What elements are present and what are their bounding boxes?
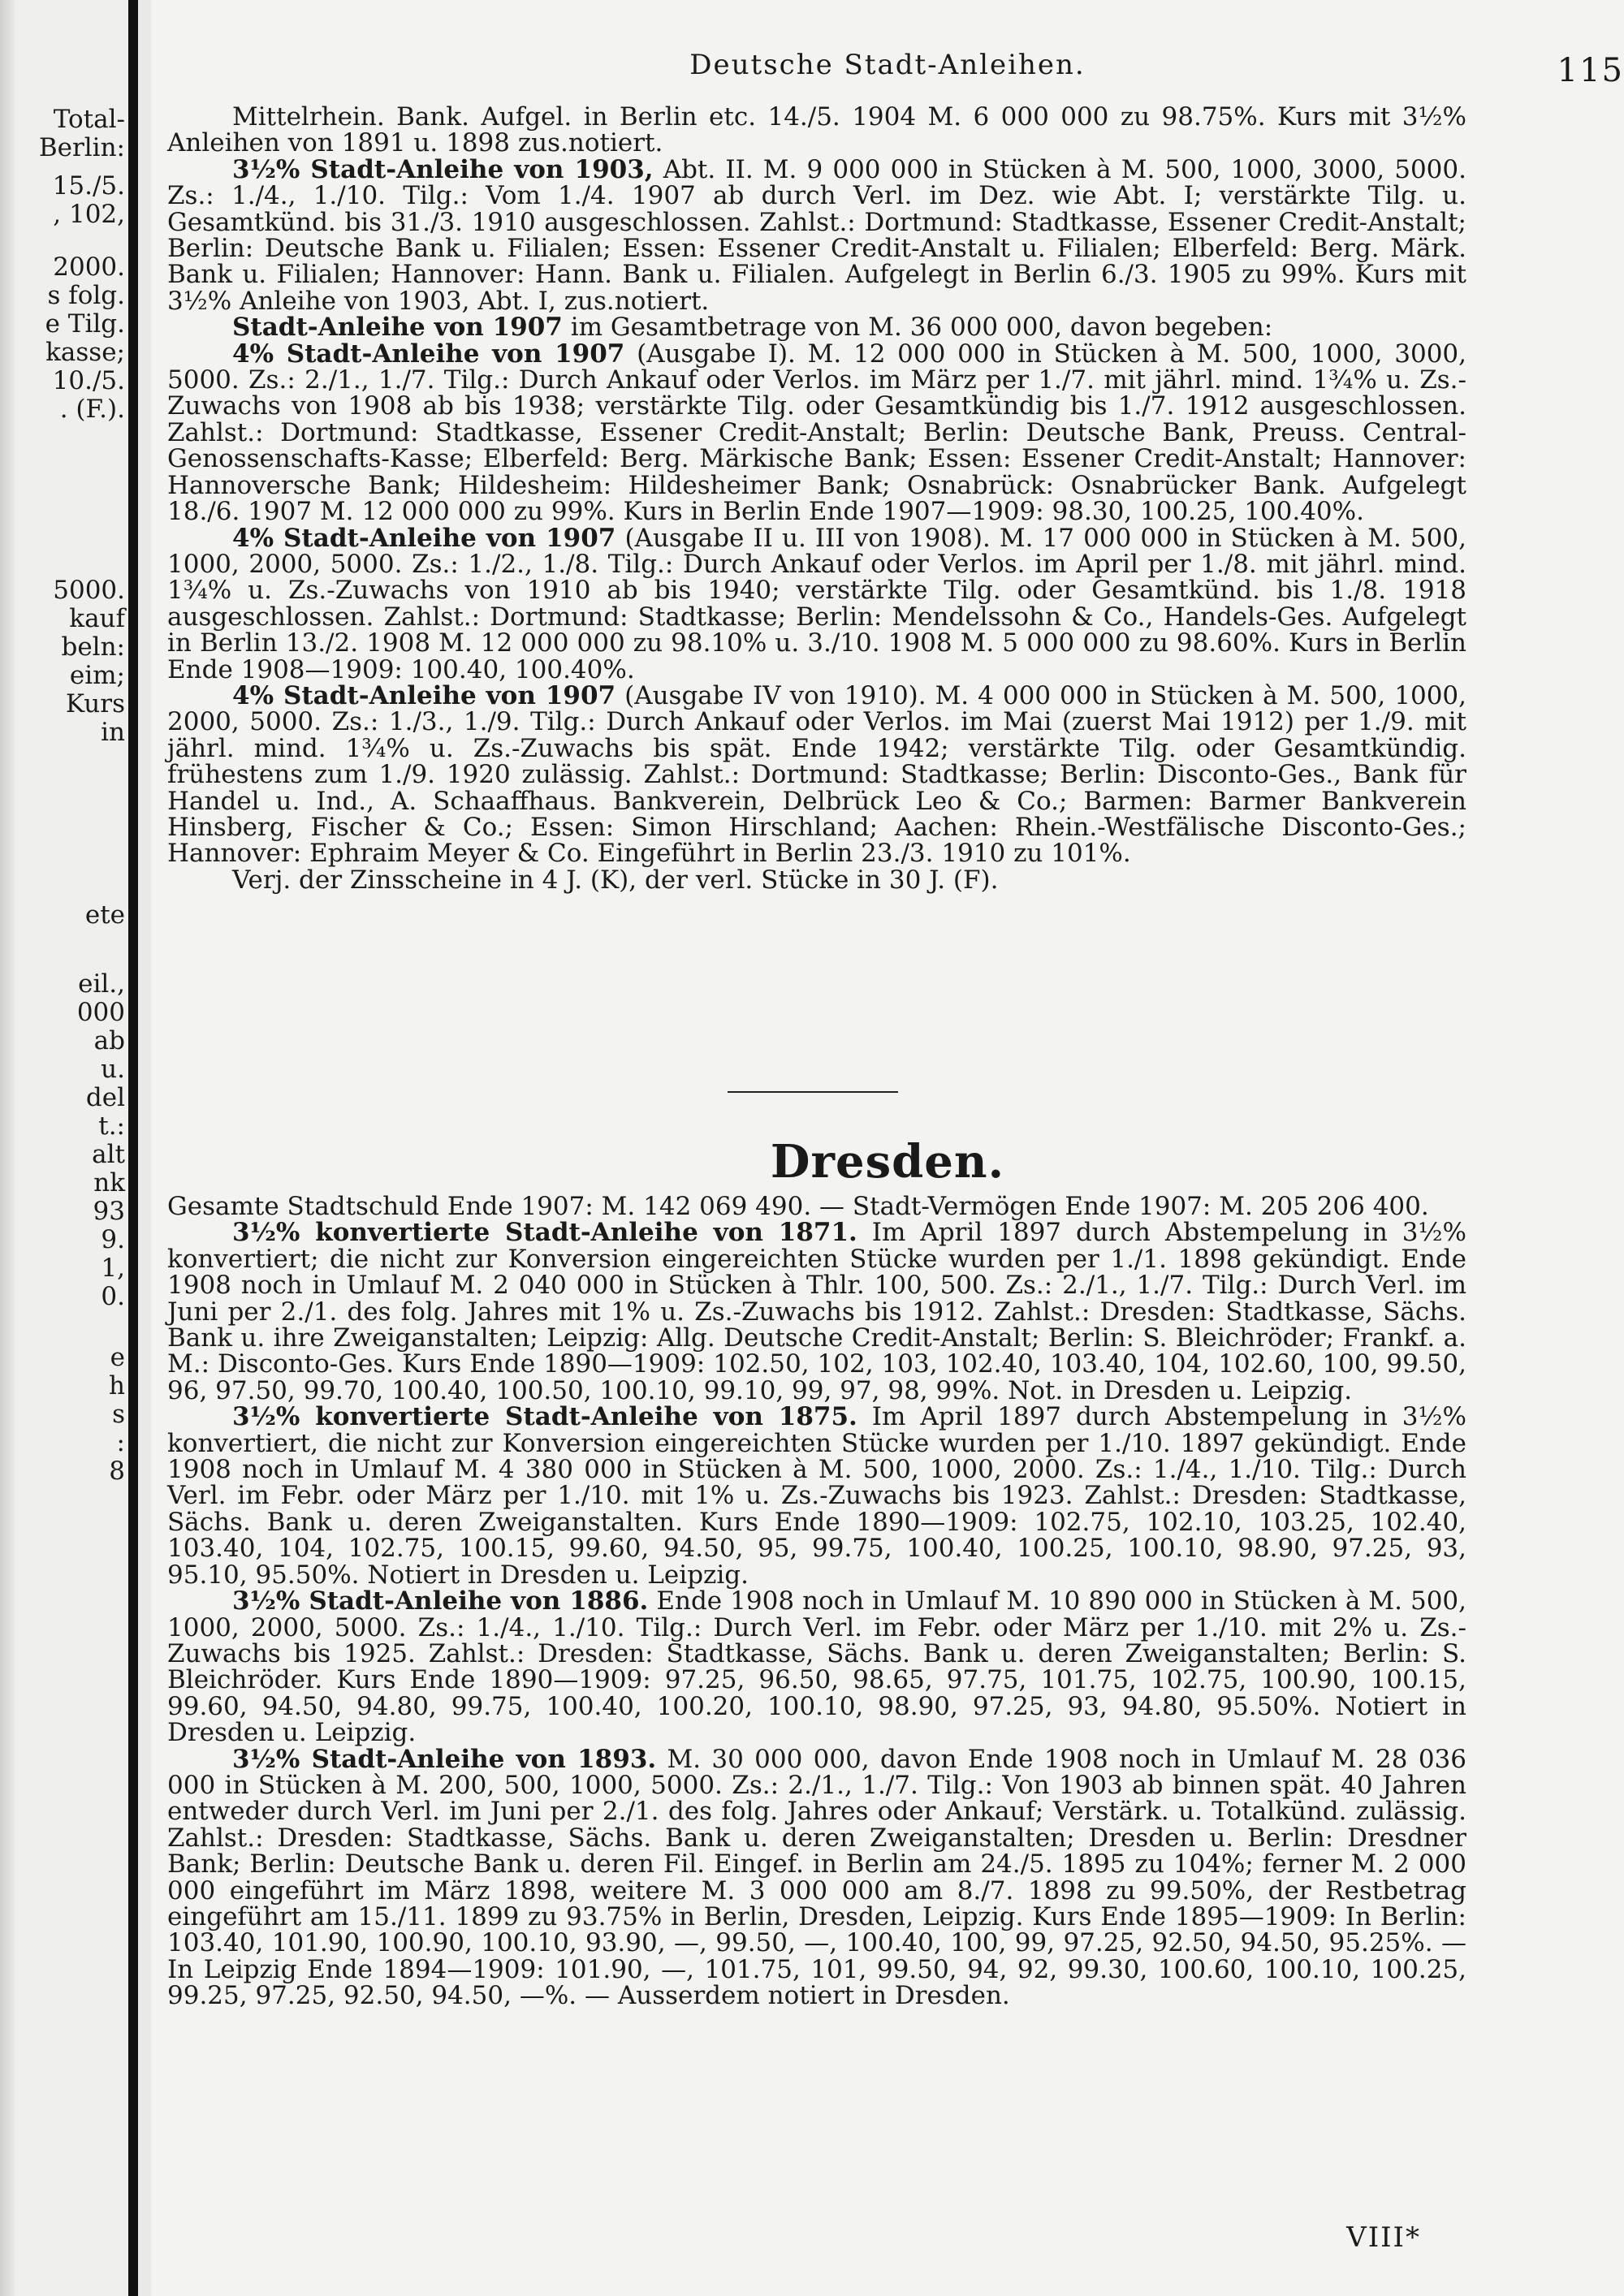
left-page-fragment: eil., <box>78 969 125 999</box>
left-page-fragment: Total- <box>53 105 125 134</box>
bond-text: Abt. II. M. 9 000 000 in Stücken à M. 500, 1000, 3000, 5000. Zs.: 1./4., 1./10. Tilg.: Vom 1./4. 1907 ab durch Verl. im Dez. wie Abt. I; verstärkte Tilg. u. Gesamtkünd. bis 31./3. 1910 ausgeschlossen. Zahlst.: Dortmund: Stadtkasse, Essener Credit-Anstalt; Berlin: Deutsche Bank u. Filialen; Essen: Essener Credit-Anstalt u. Filialen; Elberfeld: Berg. Märk. Bank u. Filialen; Hannover: Hann. Bank u. Filialen. Aufgelegt in Berlin 6./3. 1905 zu 99%. Kurs mit 3½% Anleihe von 1903, Abt. I, zus.notiert. <box>167 154 1466 316</box>
bond-text: Mittelrhein. Bank. Aufgel. in Berlin etc. 14./5. 1904 M. 6 000 000 zu 98.75%. Kurs mit 3½% Anleihen von 1891 u. 1898 zus.notiert. <box>167 102 1466 158</box>
left-page-fragment: 93 <box>93 1197 125 1226</box>
bond-text: M. 30 000 000, davon Ende 1908 noch in Umlauf M. 28 036 000 in Stücken à M. 200, 500, 1000, 5000. Zs.: 2./1., 1./7. Tilg.: Von 1903 ab binnen spät. 40 Jahren entweder durch Verl. im Juni per 2./1. des folg. Jahres oder Ankauf; Verstärk. u. Totalkünd. zulässig. Zahlst.: Dresden: Stadtkasse, Sächs. Bank u. deren Zweiganstalten; Dresden u. Berlin: Dresdner Bank; Berlin: Deutsche Bank u. deren Fil. Eingef. in Berlin am 24./5. 1895 zu 104%; ferner M. 2 000 000 eingeführt im März 1898, weitere M. 3 000 000 am 8./7. 1898 zu 99.50%, der Restbetrag eingeführt am 15./11. 1899 zu 93.75% in Berlin, Dresden, Leipzig. Kurs Ende 1895—1909: In Berlin: 103.40, 101.90, 100.90, 100.10, 93.90, —, 99.50, —, 100.40, 100, 99, 97.25, 92.50, 94.50, 95.25%. — In Leipzig Ende 1894—1909: 101.90, —, 101.75, 101, 99.50, 94, 92, 99.30, 100.60, 100.10, 100.25, 99.25, 97.25, 92.50, 94.50, —%. — Ausserdem notiert in Dresden. <box>167 1744 1466 2011</box>
bond-entry <box>167 341 1466 525</box>
bond-text: Im April 1897 durch Abstempelung in 3½% konvertiert, die nicht zur Konversion eingereichten Stücke wurden per 1./10. 1897 gekündigt. Ende 1908 noch in Umlauf M. 4 380 000 in Stücken à M. 500, 1000, 2000. Zs.: 1./4., 1./10. Tilg.: Durch Verl. im Febr. oder März per 1./10. mit 1% u. Zs.-Zuwachs bis 1923. Zahlst.: Dresden: Stadtkasse, Sächs. Bank u. deren Zweiganstalten. Kurs Ende 1890—1909: 102.75, 102.10, 103.25, 102.40, 103.40, 104, 102.75, 100.15, 99.60, 94.50, 95, 99.75, 100.40, 100.25, 100.10, 98.90, 97.25, 93, 95.10, 95.50%. Notiert in Dresden u. Leipzig. <box>167 1402 1466 1590</box>
top-section <box>167 104 1466 893</box>
bond-text: im Gesamtbetrage von M. 36 000 000, davon begeben: <box>570 313 1273 343</box>
left-page-fragment: t.: <box>98 1111 125 1141</box>
document-page <box>151 0 1624 2296</box>
facing-page-edge <box>0 0 136 2296</box>
bond-entry <box>167 867 1466 893</box>
left-page-fragment: 1, <box>101 1254 125 1283</box>
dresden-section <box>167 1193 1466 2009</box>
left-page-fragment: beln: <box>61 632 125 662</box>
bond-heading: 3½% konvertierte Stadt-Anleihe von 1875. <box>232 1402 857 1432</box>
bond-text: Verj. der Zinsscheine in 4 J. (K), der verl. Stücke in 30 J. (F). <box>232 865 999 895</box>
left-page-fragment: Kurs <box>65 689 125 719</box>
bond-text: (Ausgabe I). M. 12 000 000 in Stücken à M. 500, 1000, 3000, 5000. Zs.: 2./1., 1./7. Tilg.: Durch Ankauf oder Verlos. im März per 1./7. mit jährl. mind. 1¾% u. Zs.-Zuwachs von 1908 ab bis 1938; verstärkte Tilg. oder Gesamtkündig bis 1./7. 1912 ausgeschlossen. Zahlst.: Dortmund: Stadtkasse, Essener Credit-Anstalt; Berlin: Deutsche Bank, Preuss. Central-Genossenschafts-Kasse; Elberfeld: Berg. Märkische Bank; Essen: Essener Credit-Anstalt; Hannover: Hannoversche Bank; Hildesheim: Hildesheimer Bank; Osnabrück: Osnabrücker Bank. Aufgelegt 18./6. 1907 M. 12 000 000 zu 99%. Kurs in Berlin Ende 1907—1909: 98.30, 100.25, 100.40%. <box>167 339 1467 527</box>
bond-entry <box>167 680 1466 869</box>
left-page-fragment: 15./5. <box>52 171 125 201</box>
left-page-fragment: 0. <box>101 1282 125 1311</box>
left-page-fragment: 2000. <box>53 252 125 282</box>
bond-text: Im April 1897 durch Abstempelung in 3½% konvertiert; die nicht zur Konversion eingereichten Stücke wurden per 1./1. 1898 gekündigt. Ende 1908 noch in Umlauf M. 2 040 000 in Stücken à Thlr. 100, 500. Zs.: 2./1., 1./7. Tilg.: Durch Verl. im Juni per 2./1. des folg. Jahres mit 1% u. Zs.-Zuwachs bis 1912. Zahlst.: Dresden: Stadtkasse, Sächs. Bank u. ihre Zweiganstalten; Leipzig: Allg. Deutsche Credit-Anstalt; Berlin: S. Bleichröder; Frankf. a. M.: Disconto-Ges. Kurs Ende 1890—1909: 102.50, 102, 103, 102.40, 103.40, 104, 102.60, 100, 99.50, 96, 97.50, 99.70, 100.40, 100.50, 100.10, 99.10, 99, 97, 98, 99%. Not. in Dresden u. Leipzig. <box>167 1218 1466 1405</box>
left-page-fragment: 5000. <box>53 576 125 605</box>
bond-heading: 4% Stadt-Anleihe von 1907 <box>232 523 616 553</box>
bond-entry <box>167 1746 1466 2009</box>
page-number: 115 <box>1557 52 1624 89</box>
left-page-fragment: Berlin: <box>38 133 125 162</box>
left-page-fragment: in <box>101 718 125 747</box>
bond-entry <box>167 104 1466 157</box>
left-page-fragment: u. <box>101 1055 125 1084</box>
bond-heading: 3½% Stadt-Anleihe von 1886. <box>232 1586 649 1616</box>
left-page-fragment: 8 <box>109 1457 125 1486</box>
city-heading: Dresden. <box>770 1135 1005 1189</box>
bond-entry <box>167 313 1466 343</box>
left-page-fragment: s folg. <box>47 281 125 310</box>
left-page-fragment: eim; <box>69 661 125 690</box>
left-page-fragment: 10./5. <box>52 366 125 395</box>
left-page-fragment: e Tilg. <box>45 309 125 339</box>
left-page-fragment: h <box>109 1371 125 1400</box>
book-gutter <box>128 0 138 2296</box>
left-page-fragment: 9. <box>101 1225 125 1254</box>
left-page-fragment: , 102, <box>53 200 125 229</box>
bond-heading: 4% Stadt-Anleihe von 1907 <box>232 680 616 710</box>
bond-heading: 3½% Stadt-Anleihe von 1893. <box>232 1744 657 1774</box>
left-page-fragment: 000 <box>76 998 125 1027</box>
bond-entry <box>167 525 1466 683</box>
bond-heading: Stadt-Anleihe von 1907 <box>232 313 563 343</box>
sheet-signature: VIII* <box>1346 2221 1421 2254</box>
left-page-fragment: nk <box>93 1168 125 1198</box>
bond-text: (Ausgabe II u. III von 1908). M. 17 000 000 in Stücken à M. 500, 1000, 2000, 5000. Zs.: 1./2., 1./8. Tilg.: Durch Ankauf oder Verlos. im April per 1./8. mit jährl. mind. 1¾% u. Zs.-Zuwachs von 1910 ab bis 1940; verstärkte Tilg. oder Gesamtkünd. bis 1./8. 1918 ausgeschlossen. Zahlst.: Dortmund: Stadtkasse; Berlin: Mendelssohn & Co., Handels-Ges. Aufgelegt in Berlin 13./2. 1908 M. 12 000 000 zu 98.10% u. 3./10. 1908 M. 5 000 000 zu 98.60%. Kurs in Berlin Ende 1908—1909: 100.40, 100.40%. <box>167 523 1467 684</box>
bond-entry <box>167 1219 1466 1404</box>
left-page-fragment: e <box>110 1343 125 1372</box>
bond-entry <box>167 1588 1466 1746</box>
left-page-fragment: alt <box>92 1140 125 1169</box>
bond-text: Ende 1908 noch in Umlauf M. 10 890 000 in Stücken à M. 500, 1000, 2000, 5000. Zs.: 1./4., 1./10. Tilg.: Durch Verl. im Febr. oder März per 1./10. mit 2% u. Zs.-Zuwachs bis 1925. Zahlst.: Dresden: Stadtkasse, Sächs. Bank u. deren Zweiganstalten; Berlin: S. Bleichröder. Kurs Ende 1890—1909: 97.25, 96.50, 98.65, 97.75, 101.75, 102.75, 100.90, 100.15, 99.60, 94.50, 94.80, 99.75, 100.40, 100.20, 100.10, 98.90, 97.25, 93, 94.80, 95.50%. Notiert in Dresden u. Leipzig. <box>167 1586 1466 1748</box>
bond-entry <box>167 154 1466 316</box>
left-page-fragment: ab <box>93 1026 125 1055</box>
running-title: Deutsche Stadt-Anleihen. <box>689 49 1086 81</box>
bond-heading: 3½% Stadt-Anleihe von 1903, <box>232 154 654 184</box>
left-page-fragment: del <box>85 1083 125 1112</box>
left-page-fragment: kauf <box>69 604 125 633</box>
bond-text: (Ausgabe IV von 1910). M. 4 000 000 in Stücken à M. 500, 1000, 2000, 5000. Zs.: 1./3., 1./9. Tilg.: Durch Ankauf oder Verlos. im Mai (zuerst Mai 1912) per 1./9. mit jährl. mind. 1¾% u. Zs.-Zuwachs bis spät. Ende 1942; verstärkte Tilg. oder Gesamtkündig. frühestens zum 1./9. 1920 zulässig. Zahlst.: Dortmund: Stadtkasse; Berlin: Disconto-Ges., Bank für Handel u. Ind., A. Schaaffhaus. Bankverein, Delbrück Leo & Co.; Barmen: Barmer Bankverein Hinsberg, Fischer & Co.; Essen: Simon Hirschland; Aachen: Rhein.-Westfälische Disconto-Ges.; Hannover: Ephraim Meyer & Co. Eingeführt in Berlin 23./3. 1910 zu 101%. <box>167 680 1466 869</box>
left-page-fragment: s <box>112 1400 125 1429</box>
section-divider <box>728 1091 898 1093</box>
left-page-fragment: : <box>116 1428 125 1457</box>
left-page-fragment: kasse; <box>45 338 125 367</box>
bond-entry <box>167 1404 1466 1588</box>
left-page-fragment: . (F.). <box>59 395 125 424</box>
page-shadow <box>0 0 15 2296</box>
left-page-fragment: ete <box>84 900 125 930</box>
bond-heading: 3½% konvertierte Stadt-Anleihe von 1871. <box>232 1218 857 1248</box>
dresden-summary: Gesamte Stadtschuld Ende 1907: M. 142 069 490. — Stadt-Vermögen Ende 1907: M. 205 206 400. <box>167 1192 1429 1221</box>
bond-heading: 4% Stadt-Anleihe von 1907 <box>232 339 625 369</box>
